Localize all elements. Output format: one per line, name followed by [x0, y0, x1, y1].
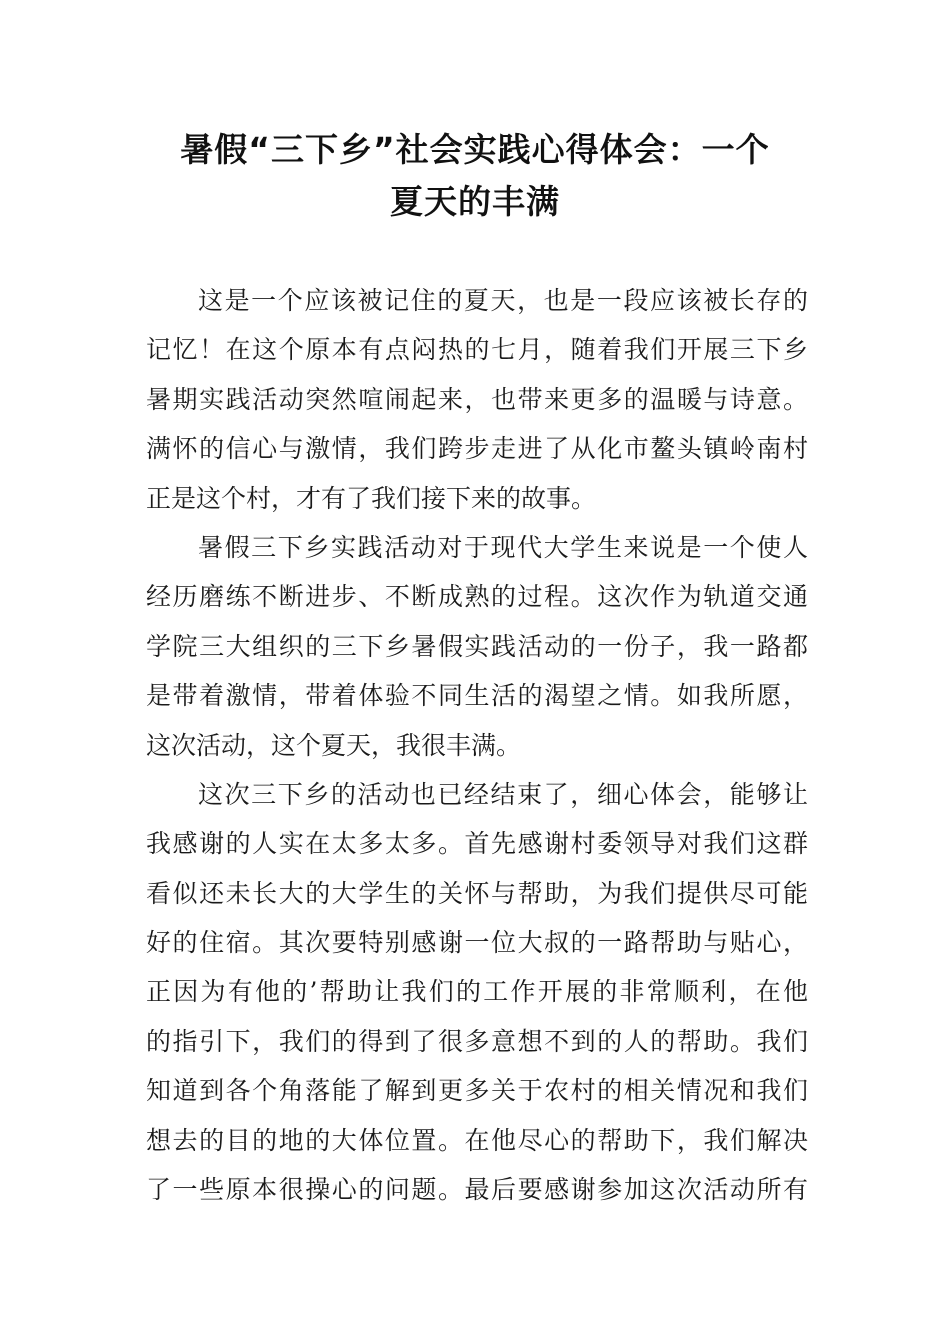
- title-line: 夏天的丰满: [390, 182, 560, 221]
- paragraph-line: 暑期实践活动突然喧闹起来，也带来更多的温暖与诗意。: [146, 384, 808, 414]
- document-body: [146, 276, 808, 1214]
- paragraph-2: [146, 523, 808, 770]
- paragraph-line: 这次活动，这个夏天，我很丰满。: [146, 730, 522, 760]
- paragraph-line: 这次三下乡的活动也已经结束了，细心体会，能够让: [198, 779, 808, 809]
- paragraph-line: 记忆！在这个原本有点闷热的七月，随着我们开展三下乡: [146, 335, 808, 365]
- paragraph-line: 暑假三下乡实践活动对于现代大学生来说是一个使人: [198, 532, 808, 562]
- paragraph-line: 想去的目的地的大体位置。在他尽心的帮助下，我们解决: [146, 1125, 808, 1155]
- paragraph-line: 了一些原本很操心的问题。最后要感谢参加这次活动所有: [146, 1175, 808, 1205]
- paragraph-line: 好的住宿。其次要特别感谢一位大叔的一路帮助与贴心，: [146, 928, 808, 958]
- document-title: [140, 124, 810, 228]
- paragraph-line: 这是一个应该被记住的夏天，也是一段应该被长存的: [198, 286, 808, 315]
- paragraph-line: 知道到各个角落能了解到更多关于农村的相关情况和我们: [146, 1076, 808, 1106]
- title-line: 暑假“三下乡”社会实践心得体会：一个: [180, 130, 770, 169]
- paragraph-line: 正是这个村，才有了我们接下来的故事。: [146, 483, 597, 513]
- paragraph-line: 满怀的信心与激情，我们跨步走进了从化市鳌头镇岭南村: [146, 434, 808, 464]
- paragraph-line: 看似还未长大的大学生的关怀与帮助，为我们提供尽可能: [146, 878, 808, 908]
- paragraph-line: 的指引下，我们的得到了很多意想不到的人的帮助。我们: [146, 1026, 808, 1056]
- paragraph-line: 经历磨练不断进步、不断成熟的过程。这次作为轨道交通: [146, 582, 808, 612]
- paragraph-3: [146, 770, 808, 1215]
- paragraph-line: 学院三大组织的三下乡暑假实践活动的一份子，我一路都: [146, 631, 808, 661]
- paragraph-line: 正因为有他的’帮助让我们的工作开展的非常顺利，在他: [146, 977, 808, 1007]
- paragraph-1: [146, 276, 808, 523]
- paragraph-line: 是带着激情，带着体验不同生活的渴望之情。如我所愿，: [146, 681, 808, 711]
- paragraph-line: 我感谢的人实在太多太多。首先感谢村委领导对我们这群: [146, 829, 808, 859]
